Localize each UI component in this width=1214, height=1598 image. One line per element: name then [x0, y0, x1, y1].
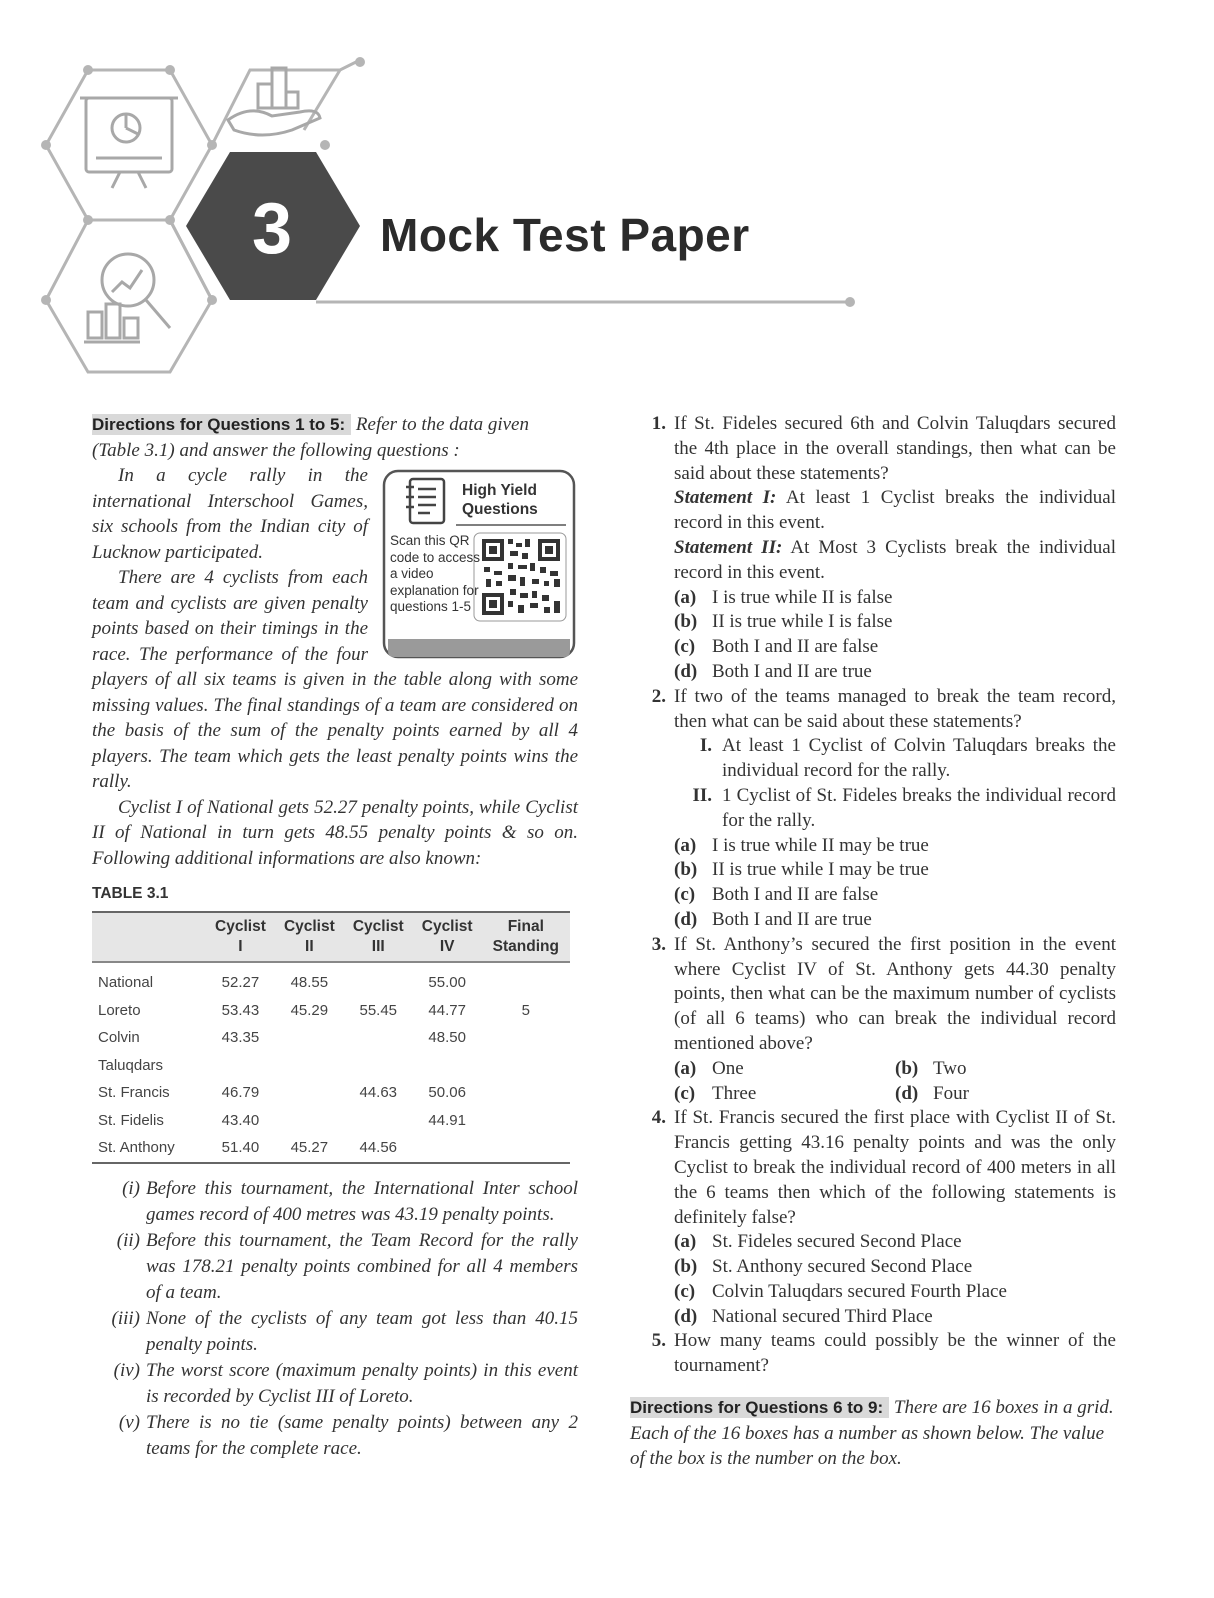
option-text: National secured Third Place — [712, 1305, 933, 1327]
info-item — [92, 1228, 578, 1306]
option-text: II is true while I may be true — [712, 859, 929, 881]
info-item — [92, 1176, 578, 1228]
table-header-cell — [413, 912, 482, 962]
option-letter: (b) — [674, 1256, 698, 1278]
option-text: Both I and II are true — [712, 908, 872, 930]
statement-text: At Most 3 Cyclists break the individual record in this event. — [674, 536, 1117, 583]
magnifier-chart-icon — [84, 254, 170, 342]
statement-text: 1 Cyclist of St. Fideles breaks the individual record for the rally. — [722, 784, 1116, 831]
penalty-cell — [482, 1107, 570, 1135]
info-text: There is no tie (same penalty points) between any 2 teams for the complete race. — [146, 1411, 578, 1459]
table-header-cell — [92, 912, 206, 962]
directions-2-block — [630, 1395, 1116, 1472]
option-text: Both I and II are false — [712, 884, 879, 906]
info-number: (ii) — [116, 1229, 140, 1251]
penalty-cell: 50.06 — [428, 1084, 466, 1102]
penalty-cell: 43.40 — [221, 1111, 260, 1129]
option-letter: (c) — [674, 1082, 696, 1104]
question-4 — [630, 1106, 1116, 1329]
question-number: 5. — [651, 1330, 666, 1352]
info-item — [92, 1358, 578, 1410]
penalty-cell: 55.00 — [428, 974, 466, 992]
option-letter: (b) — [674, 859, 698, 881]
statement-2 — [674, 784, 1116, 834]
question-text: If two of the teams managed to break the team record, then what can be said about these statements? — [674, 685, 1116, 732]
option-letter: (b) — [895, 1057, 919, 1079]
chapter-header-graphic — [0, 0, 1214, 400]
option-letter: (c) — [674, 636, 696, 658]
question-3 — [630, 933, 1116, 1107]
option-d — [674, 1305, 1116, 1330]
header-line-2: IV — [439, 938, 455, 955]
option-a — [674, 834, 1116, 859]
statement-label: II. — [692, 784, 712, 806]
directions-1-paragraph-2: There are 4 cyclists from each team and cyclists are given penalty points based on their timings in the race. The performance of the four players of all six teams is given in the table along with some missing values. The final standings of a team are considered on the basis of the sum of the penalty points earned by all 4 players. The team which gets the least penalty points wins the rally. — [92, 567, 578, 792]
question-text: How many teams could possibly be the winner of the tournament? — [674, 1330, 1116, 1377]
option-letter: (c) — [674, 1280, 696, 1302]
statement-1 — [674, 734, 1116, 784]
school-name-cell: Taluqdars — [98, 1056, 164, 1074]
directions-1-intro: Refer to the data given (Table 3.1) and answer the following questions : — [92, 414, 529, 461]
penalty-cell: 43.35 — [221, 1029, 260, 1047]
option-letter: (a) — [674, 586, 697, 608]
penalty-cell — [344, 1107, 413, 1135]
table-row — [92, 1107, 570, 1135]
penalty-cell: 51.40 — [206, 1134, 275, 1163]
table-row — [92, 997, 570, 1025]
directions-1-label: Directions for Questions 1 to 5: — [92, 414, 351, 435]
question-number: 2. — [651, 685, 666, 707]
high-yield-title — [462, 481, 538, 519]
penalty-cell: 48.55 — [290, 974, 329, 992]
option-b — [674, 858, 1116, 883]
option-text: II is true while I is false — [712, 611, 893, 633]
penalty-cell: 55.45 — [359, 1001, 398, 1019]
option-a — [674, 586, 1116, 611]
school-name-cell: Colvin — [98, 1029, 140, 1047]
header-line-1: Cyclist — [421, 918, 473, 935]
school-name-cell: St. Francis — [98, 1084, 170, 1102]
high-yield-qr-box — [380, 467, 578, 663]
option-a — [674, 1230, 1116, 1255]
statement-label: Statement II: — [674, 536, 783, 558]
high-yield-scan-text: Scan this QR code to access a video explanation for questions 1-5 — [390, 533, 481, 614]
statement-1 — [674, 486, 1116, 536]
info-text: The worst score (maximum penalty points) in this event is recorded by Cyclist III of Loreto. — [146, 1359, 578, 1407]
chapter-number: 3 — [251, 189, 293, 269]
header-line-1: Cyclist — [283, 918, 335, 935]
question-1 — [630, 412, 1116, 685]
penalty-cell: 46.79 — [221, 1084, 260, 1102]
option-text: One — [712, 1057, 744, 1079]
option-letter: (d) — [674, 1305, 698, 1327]
option-text: Four — [933, 1082, 969, 1104]
options-row-2 — [674, 1082, 1116, 1107]
directions-2-label: Directions for Questions 6 to 9: — [630, 1397, 889, 1418]
hand-chart-icon — [228, 68, 320, 135]
statement-text: At least 1 Cyclist of Colvin Taluqdars breaks the individual record for the rally. — [722, 735, 1116, 782]
table-header-cell — [344, 912, 413, 962]
option-d — [895, 1082, 1116, 1107]
option-a — [674, 1057, 895, 1082]
option-letter: (a) — [674, 1231, 697, 1253]
header-line-1: Final — [507, 918, 544, 935]
question-number: 3. — [651, 933, 666, 955]
penalty-cell: 44.91 — [428, 1111, 466, 1129]
penalty-cell — [275, 1024, 344, 1052]
option-text: I is true while II is false — [712, 586, 893, 608]
table-header-row — [92, 912, 570, 962]
statement-text: At least 1 Cyclist breaks the individual record in this event. — [674, 487, 1117, 534]
penalty-cell — [413, 1052, 482, 1080]
penalty-cell: 44.77 — [428, 1001, 466, 1019]
penalty-cell — [344, 962, 413, 997]
header-line-2: III — [371, 938, 385, 955]
header-line-2: Standing — [492, 938, 559, 955]
high-yield-title-line-1: High Yield — [462, 482, 537, 499]
option-text: Two — [933, 1057, 967, 1079]
directions-1-paragraph-3: Cyclist I of National gets 52.27 penalty points, while Cyclist II of National in turn gets 48.55 penalty points & so on. Following additional informations are also known: — [92, 796, 578, 869]
table-header-cell — [482, 912, 570, 962]
school-name-cell: Loreto — [98, 1001, 141, 1019]
option-d — [674, 908, 1116, 933]
header-line-1: Cyclist — [215, 918, 266, 935]
left-column — [92, 412, 578, 1462]
option-letter: (d) — [674, 908, 698, 930]
penalty-cell: 45.29 — [290, 1001, 329, 1019]
table-row — [92, 962, 570, 997]
additional-info-list — [92, 1176, 578, 1462]
option-text: I is true while II may be true — [712, 834, 929, 856]
option-c — [674, 1082, 895, 1107]
option-letter: (b) — [674, 611, 698, 633]
table-row — [92, 1134, 570, 1163]
info-number: (iii) — [111, 1307, 140, 1329]
presentation-board-icon — [80, 98, 178, 188]
question-text: If St. Francis secured the first place with Cyclist II of St. Francis getting 43.16 penalty points and was the only Cyclist to break the individual record of 400 meters in all the 6 teams then which of the following statements is definitely false? — [674, 1107, 1116, 1228]
penalty-cell — [206, 1052, 275, 1080]
option-c — [674, 883, 1116, 908]
table-row — [92, 1079, 570, 1107]
question-text: If St. Anthony’s secured the first position in the event where Cyclist IV of St. Anthony gets 44.30 penalty points, then what can be the maximum number of cyclists (of all 6 teams) who can break the individual record mentioned above? — [674, 933, 1116, 1054]
penalty-cell — [482, 1079, 570, 1107]
info-text: Before this tournament, the Team Record for the rally was 178.21 penalty points combined for all 4 members of a team. — [146, 1229, 578, 1303]
option-letter: (c) — [674, 884, 696, 906]
table-body — [92, 962, 570, 1163]
option-text: Both I and II are false — [712, 636, 879, 658]
option-letter: (d) — [895, 1082, 919, 1104]
penalty-cell — [275, 1052, 344, 1080]
info-text: None of the cyclists of any team got less than 40.15 penalty points. — [146, 1307, 578, 1355]
option-b — [895, 1057, 1116, 1082]
penalty-cell — [344, 1024, 413, 1052]
info-number: (iv) — [113, 1359, 140, 1381]
question-number: 1. — [651, 413, 666, 434]
penalty-cell: 44.63 — [359, 1084, 398, 1102]
option-letter: (a) — [674, 834, 697, 856]
option-c — [674, 1280, 1116, 1305]
penalty-cell — [482, 1052, 570, 1080]
header-line-2: I — [238, 938, 243, 955]
high-yield-title-line-2: Questions — [462, 501, 538, 518]
option-c — [674, 635, 1116, 660]
option-d — [674, 660, 1116, 685]
info-item — [92, 1410, 578, 1462]
penalty-cell — [275, 1107, 344, 1135]
table-caption: TABLE 3.1 — [92, 885, 169, 902]
info-number: (i) — [122, 1177, 140, 1199]
table-header-cell — [206, 912, 275, 962]
penalty-cell: 5 — [521, 1001, 530, 1019]
school-name-cell: St. Anthony — [92, 1134, 206, 1163]
question-5 — [630, 1329, 1116, 1379]
table-row — [92, 1024, 570, 1052]
penalty-cell — [413, 1134, 482, 1163]
directions-1-paragraph-1: In a cycle rally in the international Interschool Games, six schools from the Indian city of Lucknow participated. — [92, 465, 368, 563]
option-letter: (a) — [674, 1057, 697, 1079]
statement-label: I. — [699, 735, 712, 757]
penalty-cell: 45.27 — [275, 1134, 344, 1163]
info-item — [92, 1306, 578, 1358]
directions-2-text: There are 16 boxes in a grid. Each of the 16 boxes has a number as shown below. The value of the box is the number on the box. — [630, 1397, 1114, 1470]
options-row-1 — [674, 1057, 1116, 1082]
penalty-cell — [482, 1024, 570, 1052]
table-row — [92, 1052, 570, 1080]
question-text: If St. Fideles secured 6th and Colvin Taluqdars secured the 4th place in the overall standings, then what can be said about these statements? — [674, 413, 1116, 484]
option-text: Colvin Taluqdars secured Fourth Place — [712, 1280, 1007, 1302]
question-number: 4. — [651, 1107, 666, 1129]
penalty-cell: 53.43 — [221, 1001, 260, 1019]
option-text: St. Fideles secured Second Place — [712, 1231, 962, 1253]
penalty-cell — [482, 962, 570, 997]
penalty-cell: 52.27 — [221, 974, 260, 992]
penalty-cell — [482, 1134, 570, 1163]
statement-label: Statement I: — [674, 487, 777, 509]
info-number: (v) — [118, 1411, 140, 1433]
option-b — [674, 610, 1116, 635]
school-name-cell: National — [98, 974, 154, 992]
school-name-cell: St. Fidelis — [98, 1111, 164, 1129]
penalty-points-table — [92, 911, 570, 1164]
table-header-cell — [275, 912, 344, 962]
penalty-cell — [275, 1079, 344, 1107]
option-text: Three — [712, 1082, 757, 1104]
directions-1-block — [92, 412, 578, 463]
statement-2 — [674, 536, 1116, 586]
penalty-cell: 44.56 — [344, 1134, 413, 1163]
question-2 — [630, 685, 1116, 933]
chapter-title: Mock Test Paper — [380, 209, 750, 261]
header-line-1: Cyclist — [352, 918, 404, 935]
option-text: St. Anthony secured Second Place — [712, 1256, 973, 1278]
option-letter: (d) — [674, 660, 698, 682]
penalty-cell: 48.50 — [428, 1029, 466, 1047]
penalty-cell — [344, 1052, 413, 1080]
header-line-2: II — [305, 938, 314, 955]
option-text: Both I and II are true — [712, 660, 872, 682]
qr-code-icon — [474, 533, 566, 621]
info-text: Before this tournament, the International Inter school games record of 400 metres was 43.19 penalty points. — [146, 1177, 578, 1225]
right-column — [630, 412, 1116, 1472]
option-b — [674, 1255, 1116, 1280]
